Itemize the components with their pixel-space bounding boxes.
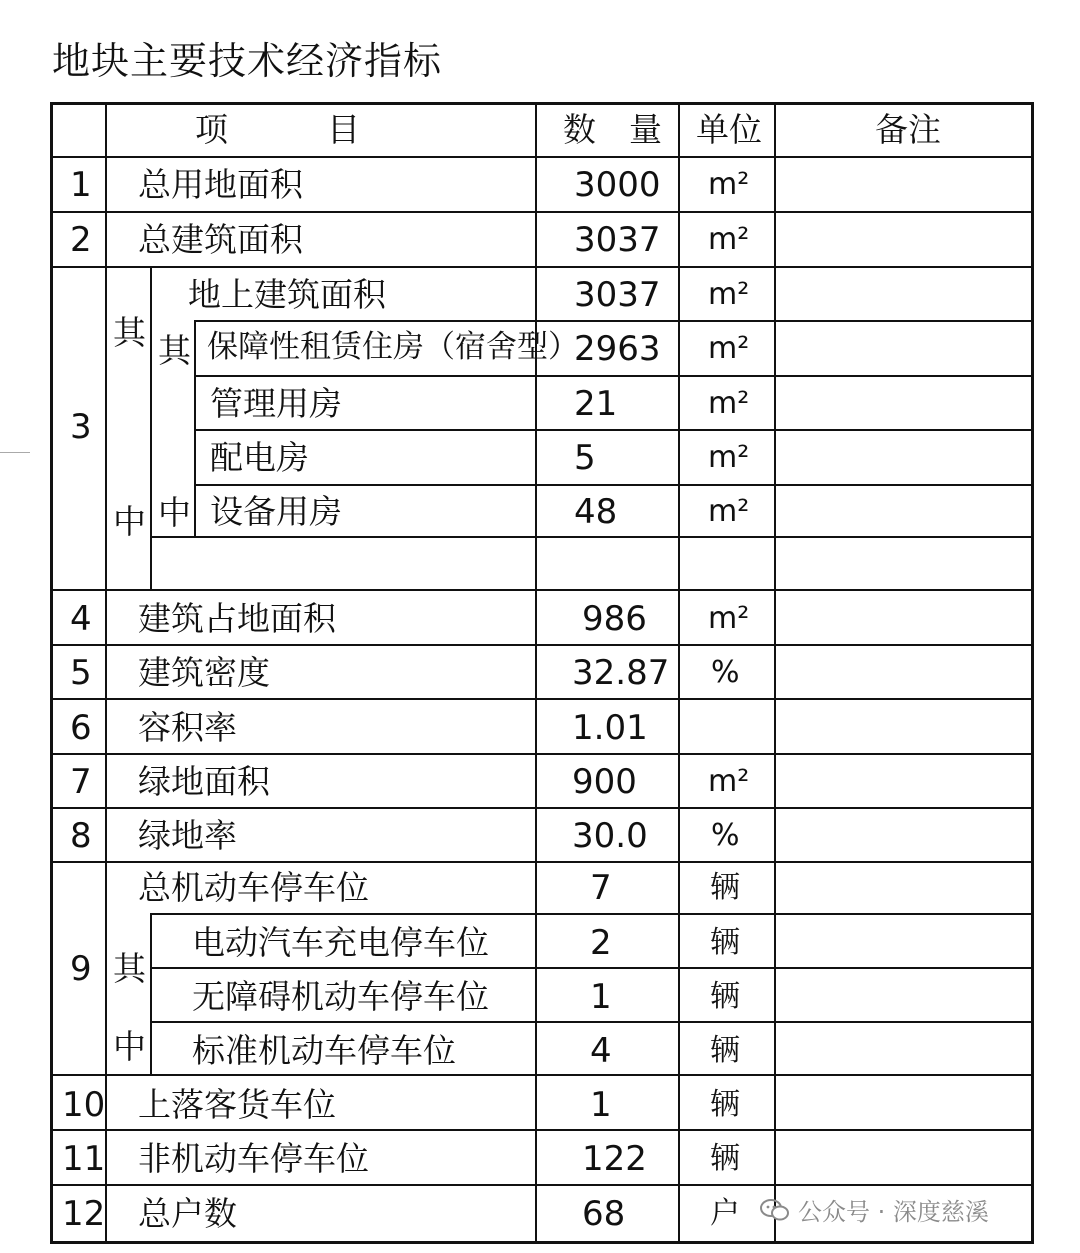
quantity-value: 48 [574, 492, 618, 532]
quantity-value: 68 [582, 1194, 626, 1234]
item-name: 配电房 [210, 438, 309, 477]
row-number: 3 [70, 407, 92, 447]
quantity-value: 900 [572, 762, 637, 802]
unit-value: 辆 [710, 1141, 740, 1176]
row-number: 11 [62, 1139, 106, 1179]
unit-value: % [711, 655, 740, 690]
quantity-value: 30.0 [572, 816, 648, 856]
unit-value: m² [708, 494, 750, 529]
grid-line [150, 967, 1033, 969]
row-number: 5 [70, 653, 92, 693]
unit-value: % [711, 818, 740, 853]
item-name: 容积率 [138, 708, 237, 747]
grid-line [194, 320, 1033, 322]
unit-value: m² [708, 331, 750, 366]
row-number: 9 [70, 949, 92, 989]
watermark [760, 1192, 989, 1227]
item-name: 管理用房 [210, 384, 342, 423]
grid-line [194, 429, 1033, 431]
quantity-value: 21 [574, 384, 618, 424]
item-name: 地上建筑面积 [188, 275, 386, 314]
row-number: 4 [70, 599, 92, 639]
grid-line [194, 375, 1033, 377]
item-name: 非机动车停车位 [138, 1139, 369, 1178]
grid-line [535, 103, 537, 1243]
quantity-value: 32.87 [572, 653, 670, 693]
item-name: 标准机动车停车位 [192, 1031, 456, 1070]
grid-line [51, 1074, 1033, 1076]
wechat-icon [760, 1198, 790, 1222]
item-name: 建筑占地面积 [138, 599, 336, 638]
grid-line [150, 914, 152, 1074]
unit-value: m² [708, 222, 750, 257]
watermark-text: 公众号 · 深度慈溪 [798, 1198, 989, 1226]
unit-value: m² [708, 277, 750, 312]
grid-line [51, 807, 1033, 809]
page-title: 地块主要技术经济指标 [52, 39, 443, 83]
grid-line [150, 267, 152, 589]
row-number: 8 [70, 816, 92, 856]
unit-value: m² [708, 167, 750, 202]
qizhong-label: 其 [158, 331, 191, 370]
grid-line [105, 103, 107, 1243]
unit-value: 辆 [710, 979, 740, 1014]
grid-line [774, 103, 776, 1243]
qizhong-label: 其 [113, 949, 146, 988]
row-number: 1 [70, 165, 92, 205]
item-name: 总机动车停车位 [138, 868, 369, 907]
quantity-value: 1 [590, 977, 612, 1017]
header-item: 项 目 [195, 110, 360, 149]
grid-line [51, 644, 1033, 646]
grid-line [51, 861, 1033, 863]
row-number: 2 [70, 220, 92, 260]
qizhong-label: 中 [113, 1027, 146, 1066]
grid-line [51, 1129, 1033, 1131]
item-name: 保障性租赁住房（宿舍型） [207, 329, 579, 365]
grid-line [150, 913, 1033, 915]
row-number: 12 [62, 1194, 106, 1234]
grid-line [51, 753, 1033, 755]
unit-value: 辆 [710, 1033, 740, 1068]
grid-line [150, 536, 1033, 538]
quantity-value: 986 [582, 599, 647, 639]
unit-value: 辆 [710, 870, 740, 905]
unit-value: 辆 [710, 925, 740, 960]
unit-value: m² [708, 601, 750, 636]
item-name: 绿地面积 [138, 762, 270, 801]
grid-line [51, 211, 1033, 213]
quantity-value: 3037 [574, 220, 661, 260]
quantity-value: 3037 [574, 275, 661, 315]
quantity-value: 2963 [574, 329, 661, 369]
row-number: 10 [62, 1085, 106, 1125]
margin-mark [0, 452, 30, 453]
quantity-value: 2 [590, 923, 612, 963]
header-unit: 单位 [696, 110, 762, 149]
grid-line [51, 589, 1033, 591]
grid-line [194, 484, 1033, 486]
unit-value: m² [708, 386, 750, 421]
header-quantity: 数 量 [563, 110, 662, 149]
quantity-value: 1.01 [572, 708, 648, 748]
item-name: 总建筑面积 [138, 220, 303, 259]
item-name: 上落客货车位 [138, 1085, 336, 1124]
quantity-value: 3000 [574, 165, 661, 205]
qizhong-label: 其 [113, 313, 146, 352]
item-name: 设备用房 [210, 492, 342, 531]
quantity-value: 1 [590, 1085, 612, 1125]
grid-line [51, 156, 1033, 158]
item-name: 建筑密度 [138, 653, 270, 692]
grid-line [150, 1021, 1033, 1023]
unit-value: 户 [710, 1196, 740, 1231]
unit-value: m² [708, 440, 750, 475]
item-name: 电动汽车充电停车位 [192, 923, 489, 962]
item-name: 绿地率 [138, 816, 237, 855]
grid-line [51, 698, 1033, 700]
item-name: 总户数 [138, 1194, 237, 1233]
quantity-value: 4 [590, 1031, 612, 1071]
row-number: 6 [70, 708, 92, 748]
item-name: 总用地面积 [138, 165, 303, 204]
header-note: 备注 [875, 110, 941, 149]
quantity-value: 122 [582, 1139, 647, 1179]
qizhong-label: 中 [158, 493, 191, 532]
row-number: 7 [70, 762, 92, 802]
qizhong-label: 中 [113, 502, 146, 541]
item-name: 无障碍机动车停车位 [192, 977, 489, 1016]
grid-line [678, 103, 680, 1243]
unit-value: 辆 [710, 1087, 740, 1122]
grid-line [51, 266, 1033, 268]
grid-line [51, 1184, 1033, 1186]
quantity-value: 7 [590, 868, 612, 908]
quantity-value: 5 [574, 438, 596, 478]
unit-value: m² [708, 764, 750, 799]
